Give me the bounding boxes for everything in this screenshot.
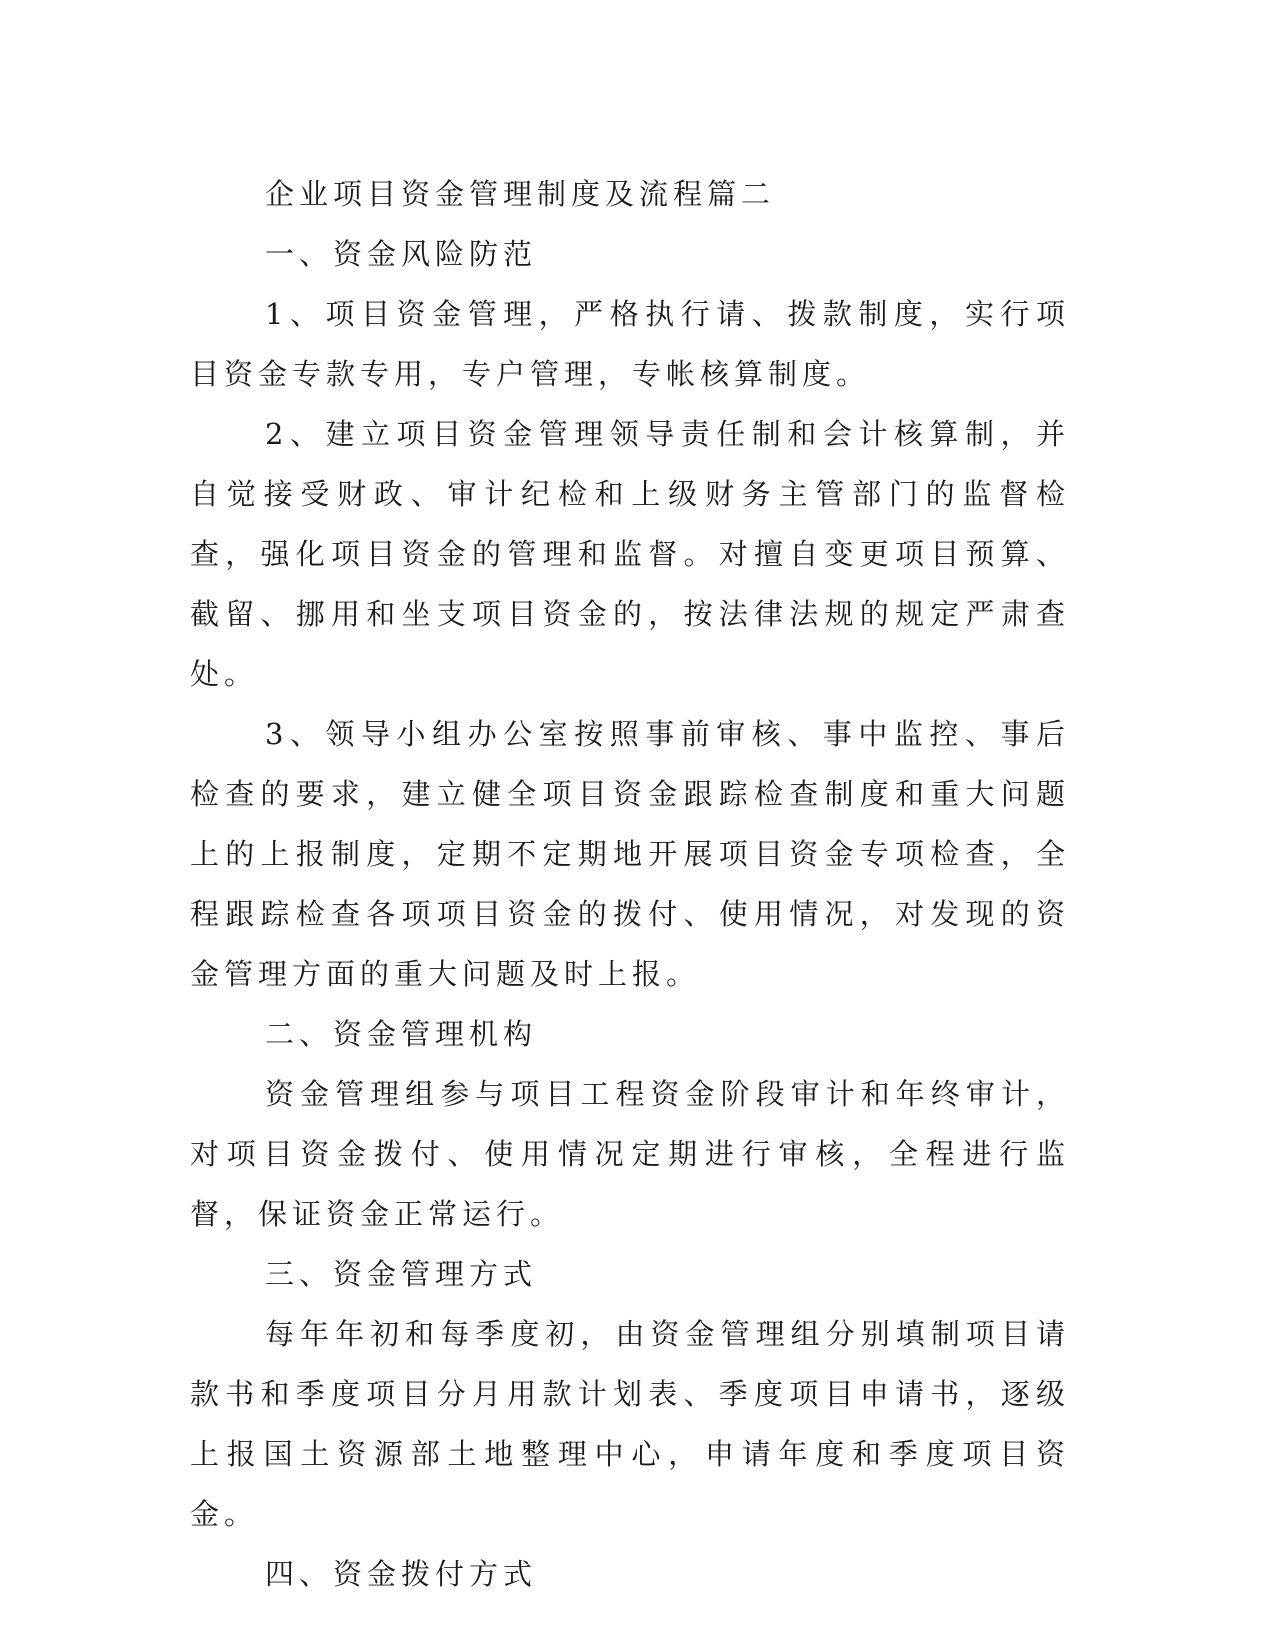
- section-heading: 二、资金管理机构: [265, 1017, 538, 1051]
- section-heading: 三、资金管理方式: [265, 1257, 538, 1291]
- paragraph: 每年年初和每季度初，由资金管理组分别填制项目请款书和季度项目分月用款计划表、季度项目申请书，逐级上报国土资源部土地整理中心，申请年度和季度项目资金。: [190, 1317, 1070, 1531]
- paragraph: 1、项目资金管理，严格执行请、拨款制度，实行项目资金专款专用，专户管理，专帐核算制度。: [190, 297, 1070, 391]
- paragraph: 2、建立项目资金管理领导责任制和会计核算制，并自觉接受财政、审计纪检和上级财务主管部门的监督检查，强化项目资金的管理和监督。对擅自变更项目预算、截留、挪用和坐支项目资金的，按法律法规的规定严肃查处。: [190, 417, 1070, 691]
- section-heading: 一、资金风险防范: [265, 237, 538, 271]
- document-body: [190, 164, 1070, 1604]
- document-title: 企业项目资金管理制度及流程篇二: [265, 177, 776, 211]
- paragraph: 资金管理组参与项目工程资金阶段审计和年终审计，对项目资金拨付、使用情况定期进行审核，全程进行监督，保证资金正常运行。: [190, 1077, 1070, 1231]
- paragraph: 3、领导小组办公室按照事前审核、事中监控、事后检查的要求，建立健全项目资金跟踪检查制度和重大问题上的上报制度，定期不定期地开展项目资金专项检查，全程跟踪检查各项项目资金的拨付、使用情况，对发现的资金管理方面的重大问题及时上报。: [190, 717, 1070, 991]
- section-heading: 四、资金拨付方式: [265, 1557, 538, 1591]
